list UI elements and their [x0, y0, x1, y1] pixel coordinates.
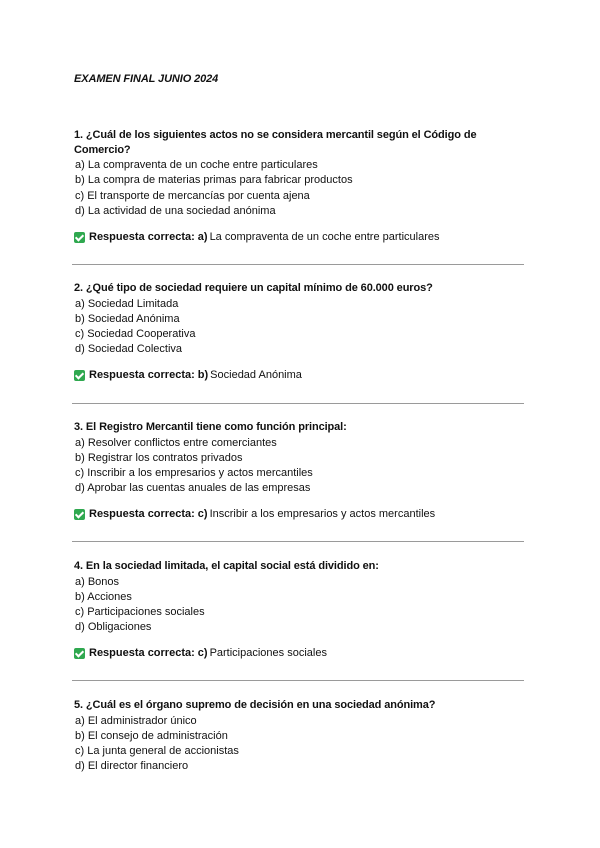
option-a: a) La compraventa de un coche entre particulares	[75, 159, 318, 172]
answer-label: Respuesta correcta:	[89, 369, 195, 382]
correct-answer	[74, 507, 532, 521]
option-b: b) Registrar los contratos privados	[75, 451, 243, 464]
option-c: c) Inscribir a los empresarios y actos mercantiles	[75, 467, 313, 479]
answer-letter: b)	[197, 369, 209, 382]
exam-title: EXAMEN FINAL JUNIO 2024	[74, 73, 219, 85]
divider	[72, 680, 524, 681]
option-c: c) Sociedad Cooperativa	[75, 328, 196, 340]
option-c: c) La junta general de accionistas	[75, 745, 239, 757]
option-b: b) La compra de materias primas para fabricar productos	[75, 174, 353, 187]
correct-answer	[74, 368, 532, 382]
question-text: 4. En la sociedad limitada, el capital social está dividido en:	[74, 560, 379, 572]
answer-letter: c)	[197, 647, 208, 660]
answer-text: Inscribir a los empresarios y actos mercantiles	[209, 508, 436, 521]
question-1	[72, 128, 532, 244]
correct-answer	[74, 230, 532, 244]
answer-letter: a)	[197, 231, 208, 243]
option-d: d) Sociedad Colectiva	[75, 343, 183, 356]
question-5	[72, 698, 532, 774]
option-d: d) El director financiero	[75, 760, 189, 773]
question-text: 3. El Registro Mercantil tiene como función principal:	[74, 421, 347, 433]
answer-label: Respuesta correcta:	[89, 231, 195, 243]
divider	[72, 264, 524, 265]
question-text: 1. ¿Cuál de los siguientes actos no se considera mercantil según el Código de Comercio?	[74, 129, 477, 156]
check-mark-icon	[74, 509, 85, 520]
option-d: d) Obligaciones	[75, 621, 152, 634]
answer-text: Participaciones sociales	[209, 647, 327, 660]
answer-letter: c)	[197, 508, 208, 521]
question-2	[72, 281, 532, 382]
option-b: b) El consejo de administración	[75, 729, 228, 742]
option-a: a) El administrador único	[75, 714, 197, 727]
question-text: 5. ¿Cuál es el órgano supremo de decisión en una sociedad anónima?	[74, 699, 436, 711]
option-b: b) Acciones	[75, 590, 132, 603]
option-d: d) Aprobar las cuentas anuales de las empresas	[75, 482, 311, 495]
question-3	[72, 420, 532, 521]
check-mark-icon	[74, 232, 85, 243]
answer-text: La compraventa de un coche entre particulares	[209, 231, 440, 243]
option-c: c) El transporte de mercancías por cuenta ajena	[75, 189, 310, 202]
question-4	[72, 559, 532, 660]
option-d: d) La actividad de una sociedad anónima	[75, 204, 276, 217]
correct-answer	[74, 646, 532, 660]
option-a: a) Bonos	[75, 575, 120, 588]
question-text: 2. ¿Qué tipo de sociedad requiere un capital mínimo de 60.000 euros?	[74, 282, 433, 294]
check-mark-icon	[74, 648, 85, 659]
answer-label: Respuesta correcta:	[89, 647, 195, 660]
option-a: a) Resolver conflictos entre comerciantes	[75, 436, 277, 449]
option-b: b) Sociedad Anónima	[75, 312, 180, 325]
divider	[72, 403, 524, 404]
answer-text: Sociedad Anónima	[210, 369, 302, 382]
answer-label: Respuesta correcta:	[89, 508, 195, 521]
divider	[72, 541, 524, 542]
option-c: c) Participaciones sociales	[75, 606, 205, 618]
option-a: a) Sociedad Limitada	[75, 297, 179, 310]
check-mark-icon	[74, 370, 85, 381]
